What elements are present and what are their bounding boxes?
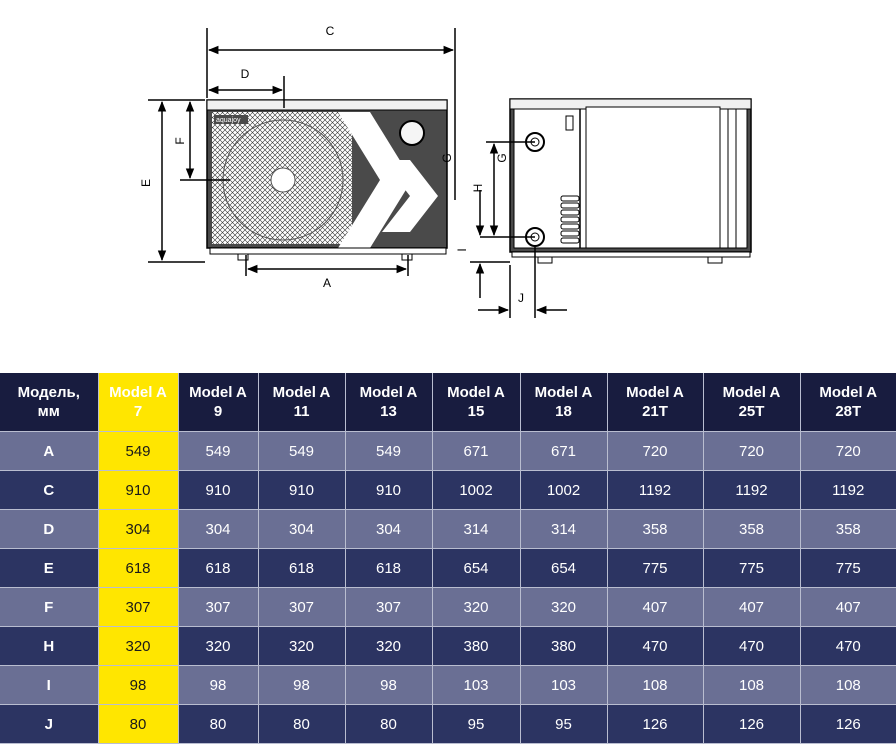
table-cell: 910: [98, 471, 178, 510]
column-header: [703, 373, 800, 432]
table-cell: 320: [345, 627, 432, 666]
table-cell: 618: [258, 549, 345, 588]
dim-label-d: D: [241, 67, 250, 81]
column-name: Model A: [521, 383, 607, 402]
table-cell: 103: [520, 666, 607, 705]
row-label: D: [0, 510, 98, 549]
table-cell: 720: [703, 432, 800, 471]
table-cell: 671: [432, 432, 520, 471]
row-label: J: [0, 705, 98, 744]
table-cell: 126: [800, 705, 896, 744]
table-body: [0, 432, 896, 744]
column-header: [258, 373, 345, 432]
table-cell: 95: [432, 705, 520, 744]
table-header-row: [0, 373, 896, 432]
table-cell: 304: [345, 510, 432, 549]
side-view: [510, 99, 751, 263]
row-label: I: [0, 666, 98, 705]
table-cell: 1002: [432, 471, 520, 510]
column-header: [178, 373, 258, 432]
table-cell: 470: [800, 627, 896, 666]
table-cell: 314: [520, 510, 607, 549]
table-row: [0, 432, 896, 471]
table-cell: 80: [178, 705, 258, 744]
table-cell: 314: [432, 510, 520, 549]
column-header: [607, 373, 703, 432]
table-cell: 95: [520, 705, 607, 744]
table-cell: 618: [98, 549, 178, 588]
table-cell: 1192: [800, 471, 896, 510]
table-cell: 98: [345, 666, 432, 705]
column-header: [800, 373, 896, 432]
table-cell: 380: [520, 627, 607, 666]
column-name: Model A: [608, 383, 703, 402]
column-name: Model A: [346, 383, 432, 402]
front-view: [207, 100, 447, 260]
table-cell: 103: [432, 666, 520, 705]
table-cell: 98: [178, 666, 258, 705]
table-cell: 407: [703, 588, 800, 627]
table-row: [0, 510, 896, 549]
table-cell: 307: [258, 588, 345, 627]
table-cell: 108: [607, 666, 703, 705]
column-size: 21T: [608, 402, 703, 421]
table-cell: 549: [98, 432, 178, 471]
table-cell: 320: [178, 627, 258, 666]
table-cell: 407: [800, 588, 896, 627]
table-cell: 320: [258, 627, 345, 666]
table-row: [0, 666, 896, 705]
row-label: A: [0, 432, 98, 471]
table-row: [0, 588, 896, 627]
table-cell: 720: [800, 432, 896, 471]
table-row: [0, 705, 896, 744]
vent-slots: [561, 196, 579, 243]
table-cell: 775: [607, 549, 703, 588]
table-cell: 720: [607, 432, 703, 471]
column-size: 25T: [704, 402, 800, 421]
column-size: 28T: [801, 402, 896, 421]
table-cell: 618: [345, 549, 432, 588]
row-label: H: [0, 627, 98, 666]
column-name: Model A: [259, 383, 345, 402]
table-cell: 126: [703, 705, 800, 744]
column-name: Model A: [801, 383, 896, 402]
table-cell: 407: [607, 588, 703, 627]
table-cell: 775: [800, 549, 896, 588]
table-cell: 320: [520, 588, 607, 627]
table-cell: 1192: [607, 471, 703, 510]
column-header: [432, 373, 520, 432]
table-cell: 358: [800, 510, 896, 549]
table-cell: 654: [432, 549, 520, 588]
table-cell: 1002: [520, 471, 607, 510]
corner-line-1: Модель,: [0, 383, 98, 402]
table-cell: 910: [258, 471, 345, 510]
table-cell: 910: [345, 471, 432, 510]
column-size: 15: [433, 402, 520, 421]
row-label: E: [0, 549, 98, 588]
column-header: [520, 373, 607, 432]
row-label: C: [0, 471, 98, 510]
table-cell: 358: [607, 510, 703, 549]
brand-logo: aquajoy: [216, 117, 241, 124]
column-header: [98, 373, 178, 432]
table-cell: 470: [607, 627, 703, 666]
table-cell: 98: [258, 666, 345, 705]
column-size: 18: [521, 402, 607, 421]
dim-label-e: E: [139, 179, 153, 187]
table-cell: 304: [178, 510, 258, 549]
column-name: Model A: [433, 383, 520, 402]
table-cell: 654: [520, 549, 607, 588]
table-cell: 80: [258, 705, 345, 744]
dim-label-h: H: [471, 184, 485, 193]
dimensions-table: [0, 373, 896, 744]
column-size: 9: [179, 402, 258, 421]
table-row: [0, 471, 896, 510]
table-cell: 304: [258, 510, 345, 549]
column-size: 11: [259, 402, 345, 421]
dim-label-j: J: [518, 291, 524, 305]
column-name: Model A: [99, 383, 178, 402]
table-cell: 304: [98, 510, 178, 549]
dim-label-g-front: G: [440, 153, 454, 162]
table-cell: 671: [520, 432, 607, 471]
dim-label-c: C: [326, 24, 335, 38]
table-cell: 380: [432, 627, 520, 666]
table-cell: 618: [178, 549, 258, 588]
table-cell: 549: [345, 432, 432, 471]
table-cell: 98: [98, 666, 178, 705]
table-cell: 549: [258, 432, 345, 471]
table-cell: 80: [345, 705, 432, 744]
table-cell: 307: [345, 588, 432, 627]
table-cell: 775: [703, 549, 800, 588]
table-cell: 307: [178, 588, 258, 627]
column-size: 7: [99, 402, 178, 421]
table-cell: 1192: [703, 471, 800, 510]
corner-header: [0, 373, 98, 432]
dim-label-g: G: [495, 153, 509, 162]
table-cell: 80: [98, 705, 178, 744]
table-cell: 470: [703, 627, 800, 666]
column-name: Model A: [179, 383, 258, 402]
dim-label-i: I: [455, 248, 469, 251]
table-row: [0, 549, 896, 588]
table-cell: 126: [607, 705, 703, 744]
table-cell: 108: [800, 666, 896, 705]
corner-line-2: мм: [0, 402, 98, 421]
table-cell: 549: [178, 432, 258, 471]
row-label: F: [0, 588, 98, 627]
table-cell: 307: [98, 588, 178, 627]
table-cell: 358: [703, 510, 800, 549]
column-header: [345, 373, 432, 432]
column-name: Model A: [704, 383, 800, 402]
table-row: [0, 627, 896, 666]
dim-label-a: A: [323, 276, 331, 290]
table-cell: 320: [98, 627, 178, 666]
front-port-icon: [400, 121, 424, 145]
table-cell: 108: [703, 666, 800, 705]
dim-label-f: F: [173, 137, 187, 144]
table-cell: 910: [178, 471, 258, 510]
column-size: 13: [346, 402, 432, 421]
table-cell: 320: [432, 588, 520, 627]
